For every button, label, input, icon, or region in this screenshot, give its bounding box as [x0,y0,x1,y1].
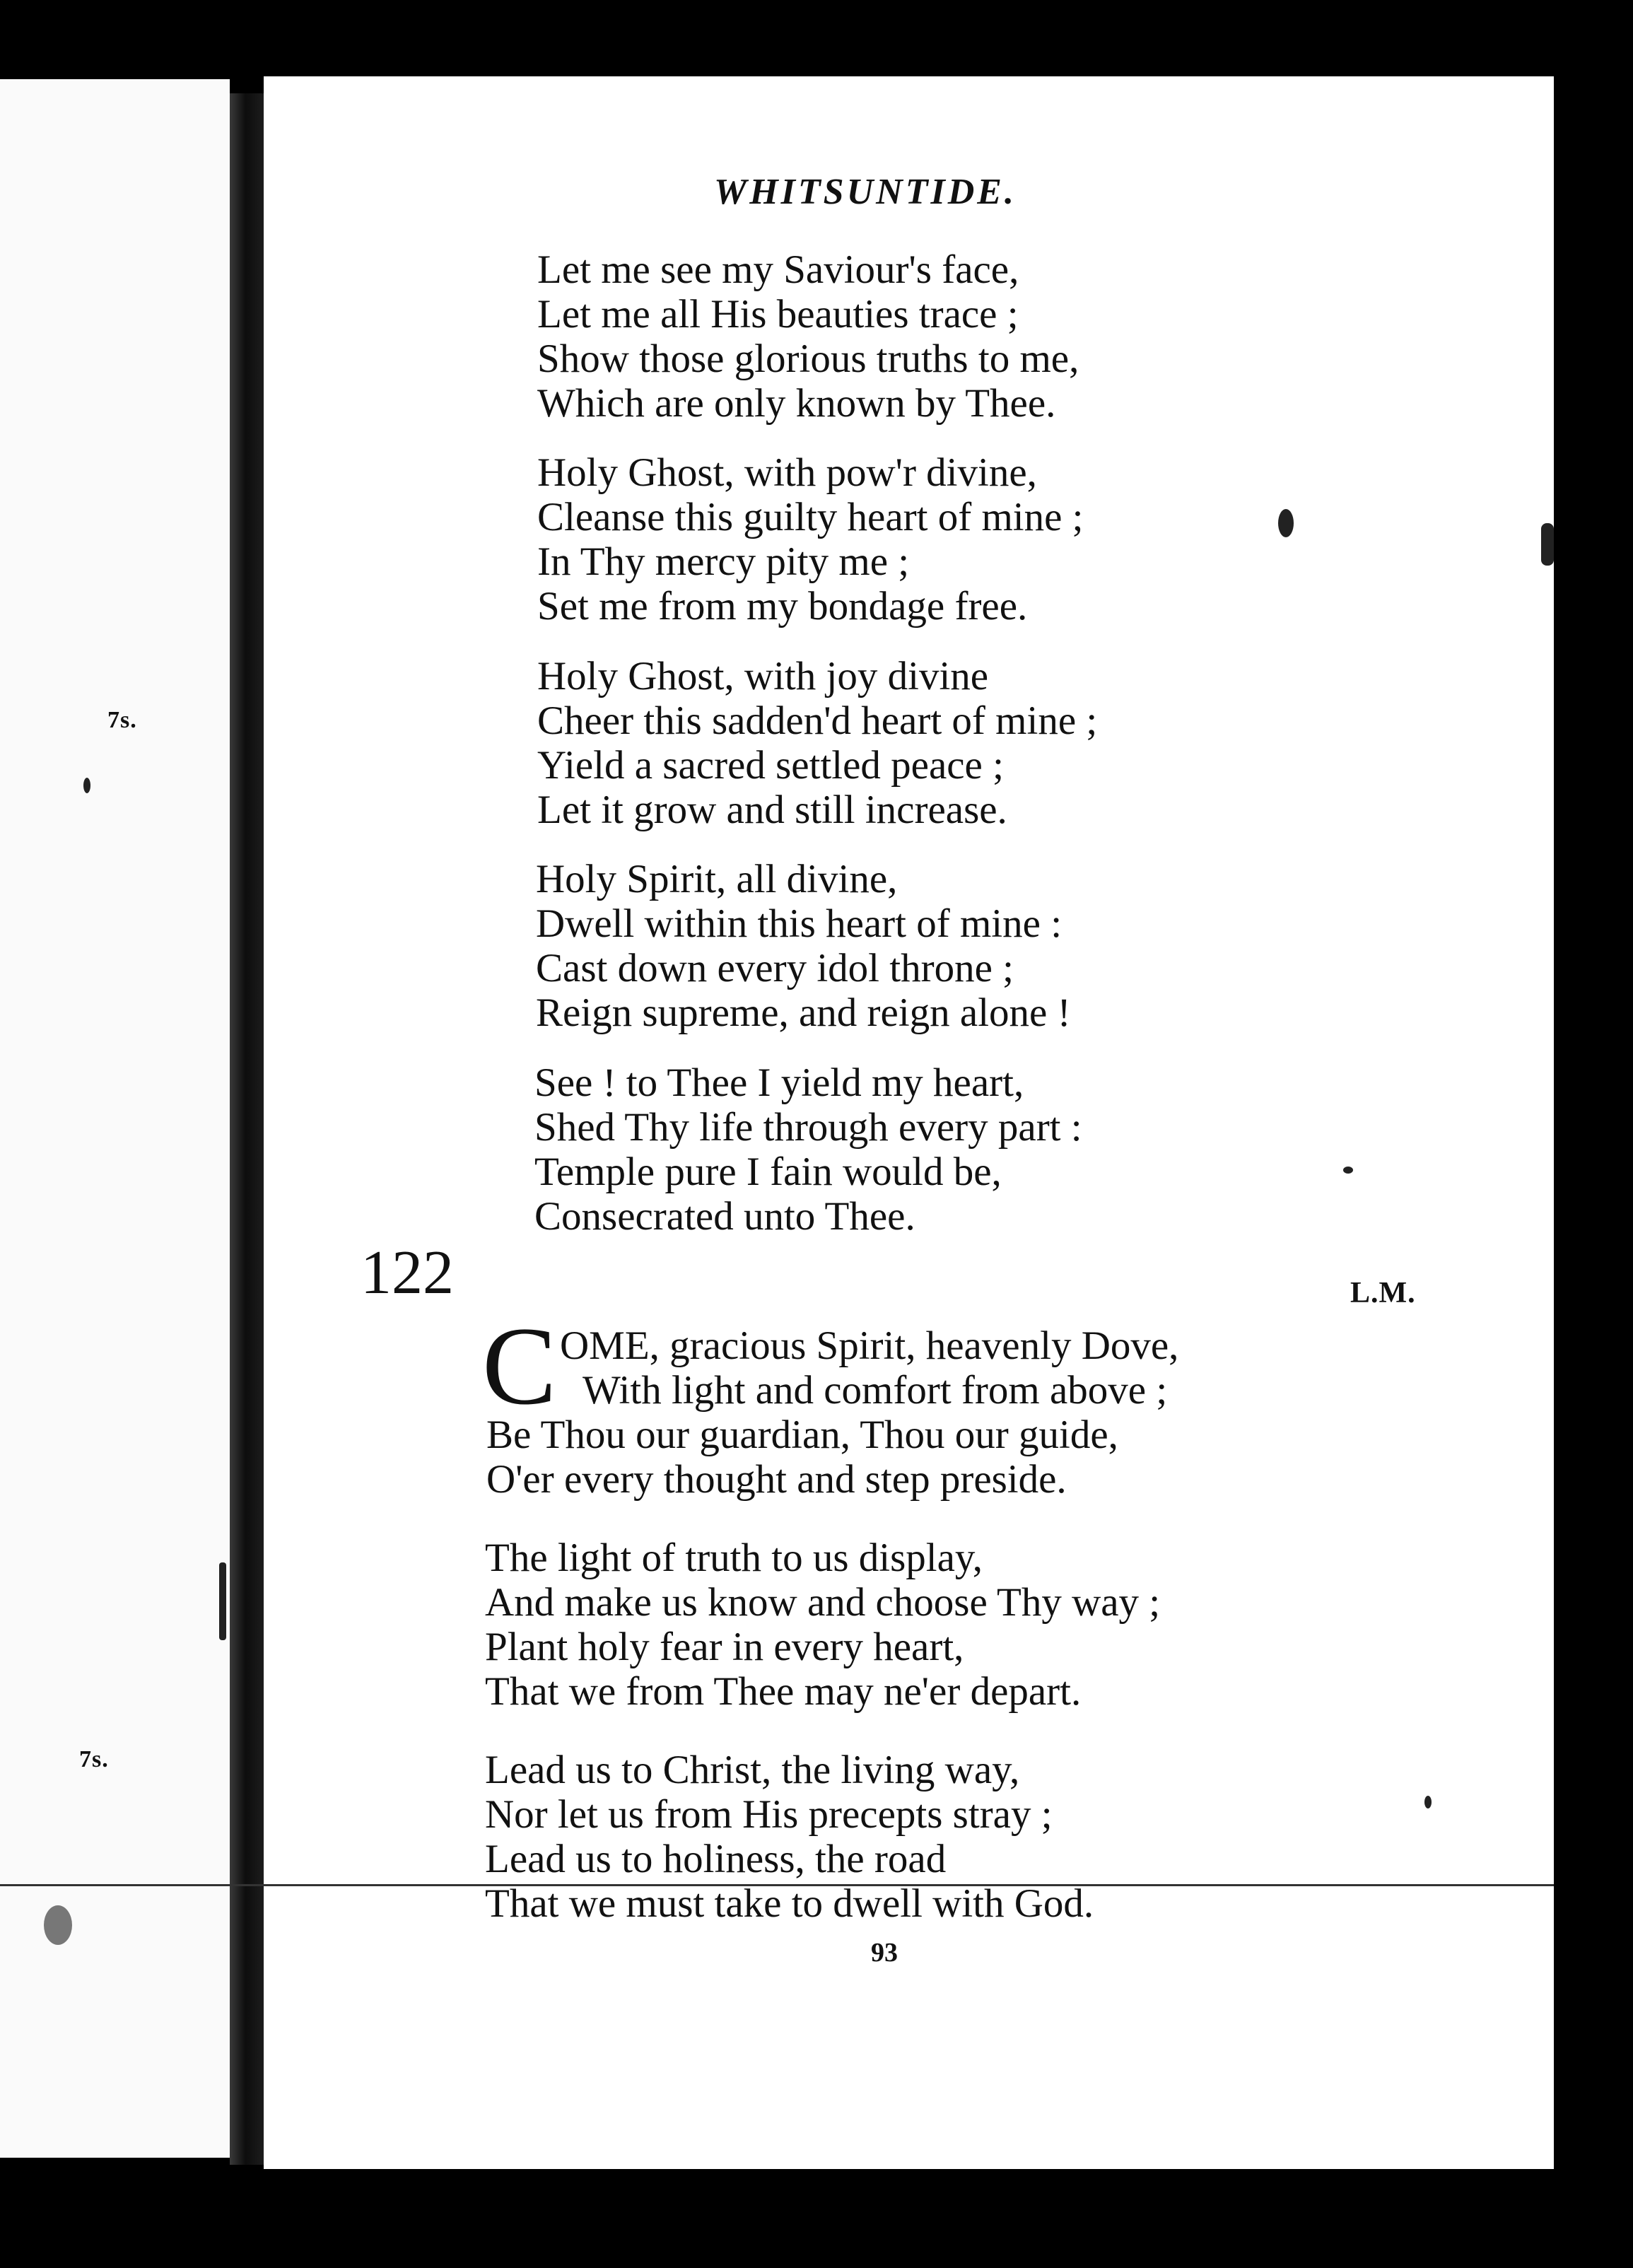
verse-line: See ! to Thee I yield my heart, [534,1060,1024,1105]
drop-cap: C [482,1304,557,1428]
verse-line: Nor let us from His precepts stray ; [485,1792,1053,1837]
verse-line: Let it grow and still increase. [537,788,1007,832]
verse-line: Cleanse this guilty heart of mine ; [537,495,1084,539]
verse-line: And make us know and choose Thy way ; [485,1580,1161,1625]
hymn-meter: L.M. [1350,1277,1416,1309]
stanza [486,1323,1178,1502]
verse-line: Dwell within this heart of mine : [536,901,1063,946]
verse-line: Lead us to Christ, the living way, [485,1748,1020,1792]
stanza [485,1536,1160,1714]
verse-line: Holy Spirit, all divine, [536,857,898,901]
scan-speck [1541,523,1554,566]
verse-line: Which are only known by Thee. [537,381,1056,426]
verse-line: Be Thou our guardian, Thou our guide, [486,1413,1118,1457]
scan-speck [1278,509,1294,537]
verse-line: Plant holy fear in every heart, [485,1625,964,1669]
scan-speck [44,1905,72,1945]
verse-line: Show those glorious truths to me, [537,337,1079,381]
scan-speck [1343,1167,1353,1174]
verse-line: OME, gracious Spirit, heavenly Dove, [560,1323,1179,1368]
scan-speck [83,778,90,793]
stanza [537,450,1084,629]
stanza [485,1748,1094,1926]
verse-line: Let me all His beauties trace ; [537,292,1019,337]
scan-speck [219,1562,226,1640]
verse-line: Holy Ghost, with joy divine [537,654,989,698]
verse-line: O'er every thought and step preside. [486,1457,1067,1502]
facing-page-edge [0,79,230,2158]
verse-line: That we from Thee may ne'er depart. [485,1669,1082,1714]
verse-line: Cast down every idol throne ; [536,946,1014,990]
stanza [537,654,1097,832]
scan-speck [1424,1796,1432,1808]
verse-line: Consecrated unto Thee. [534,1194,915,1239]
verse-line: Lead us to holiness, the road [485,1837,947,1881]
page-number: 93 [871,1938,898,1968]
stanza [537,247,1079,426]
running-head: WHITSUNTIDE. [714,172,1017,212]
book-gutter [230,93,265,2165]
verse-line: Shed Thy life through every part : [534,1105,1082,1150]
verse-line: Temple pure I fain would be, [534,1150,1002,1194]
stanza [536,857,1071,1035]
verse-line: Set me from my bondage free. [537,584,1028,629]
verse-line: In Thy mercy pity me ; [537,539,910,584]
hymn-number: 122 [361,1239,454,1307]
verse-line: Reign supreme, and reign alone ! [536,990,1071,1035]
verse-line: The light of truth to us display, [485,1536,983,1580]
verse-line: With light and comfort from above ; [583,1368,1168,1413]
verse-line: Cheer this sadden'd heart of mine ; [537,698,1098,743]
stanza [534,1060,1082,1239]
verse-line: Yield a sacred settled peace ; [537,743,1004,788]
verse-line: Holy Ghost, with pow'r divine, [537,450,1037,495]
margin-note-meter: 7s. [79,1746,109,1772]
verse-line: That we must take to dwell with God. [485,1881,1094,1926]
verse-line: Let me see my Saviour's face, [537,247,1019,292]
margin-note-meter: 7s. [107,707,137,733]
